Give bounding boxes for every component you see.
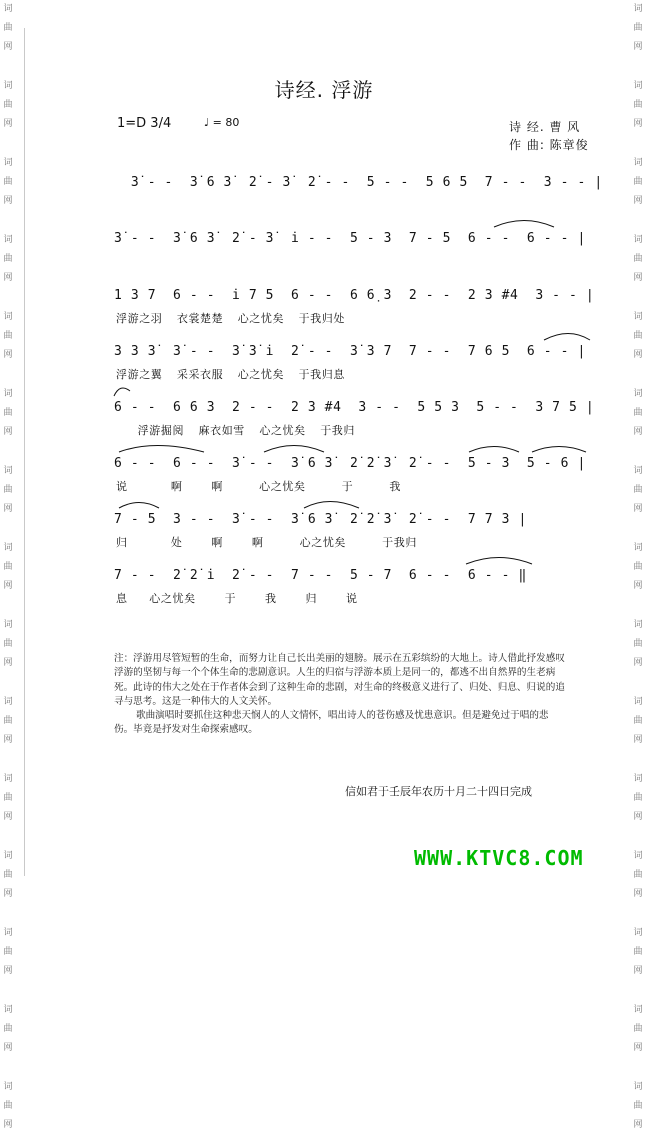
watermark-glyph: 曲 [3, 254, 13, 264]
watermark-glyph: 词 [3, 774, 13, 784]
watermark-glyph: 词 [633, 851, 643, 861]
watermark-glyph: 词 [633, 620, 643, 630]
watermark-glyph: 词 [3, 928, 13, 938]
watermark-glyph: 词 [3, 620, 13, 630]
watermark-glyph: 网 [633, 350, 643, 360]
watermark-glyph: 词 [3, 1082, 13, 1092]
note-line: 6 - - 6 - - 3̇ - - 3̇ 6 3̇ 2̇ 2̇ 3̇ 2̇ - - 5 - 3 5 - 6 | [114, 456, 586, 471]
watermark-glyph: 词 [3, 389, 13, 399]
note-line: 6 - - 6 6 3 2 - - 2 3 #4 3 - - 5 5 3 5 - - 3 7 5 | [114, 400, 595, 415]
watermark-glyph: 网 [3, 119, 13, 129]
watermark-glyph: 曲 [3, 1024, 13, 1034]
watermark-glyph: 曲 [633, 716, 643, 726]
watermark-glyph: 网 [3, 350, 13, 360]
watermark-glyph: 词 [3, 312, 13, 322]
watermark-glyph: 曲 [633, 1024, 643, 1034]
annotation-paragraph: 注：浮游用尽管短暂的生命，而努力让自己长出美丽的翅膀。展示在五彩缤纷的大地上。诗人借此抒发感叹浮游的坚韧与每一个个体生命的悲剧意识。人生的归宿与浮游本质上是同一的，都逃不出自然界的生老病死。此诗的伟大之处在于作者体会到了这种生命的悲剧，对生命的终极意义进行了、归处、归息、归说的追寻与思考。这是一种伟大的人文关怀。 [114, 653, 565, 707]
watermark-glyph: 网 [633, 658, 643, 668]
note-line: 3̇ - - 3̇ 6 3̇ 2̇ - 3̇ 2̇ - - 5 - - 5 6 5 7 - - 3 - - | [114, 175, 603, 190]
watermark-glyph: 曲 [633, 408, 643, 418]
watermark-glyph: 网 [633, 427, 643, 437]
watermark-glyph: 词 [633, 235, 643, 245]
completion-signature: 信如君于壬辰年农历十月二十四日完成 [345, 785, 532, 798]
watermark-glyph: 网 [633, 504, 643, 514]
watermark-glyph: 曲 [633, 100, 643, 110]
watermark-glyph: 词 [3, 697, 13, 707]
watermark-glyph: 网 [3, 889, 13, 899]
watermark-glyph: 网 [633, 581, 643, 591]
watermark-glyph: 网 [633, 42, 643, 52]
watermark-glyph: 曲 [633, 870, 643, 880]
watermark-glyph: 词 [633, 697, 643, 707]
score-line-2 [114, 228, 590, 288]
watermark-glyph: 曲 [3, 331, 13, 341]
website-link[interactable]: WWW.KTVC8.COM [414, 846, 584, 870]
watermark-glyph: 曲 [3, 793, 13, 803]
watermark-glyph: 网 [3, 735, 13, 745]
watermark-glyph: 词 [633, 1005, 643, 1015]
watermark-glyph: 曲 [3, 177, 13, 187]
watermark-glyph: 曲 [3, 100, 13, 110]
lyricist-credit: 诗 经. 曹 风 [509, 120, 581, 134]
note-line: 7 - - 2̇ 2̇ i̇ 2̇ - - 7 - - 5 - 7 6 - - 6 - - ‖ [114, 568, 527, 583]
watermark-glyph: 网 [3, 196, 13, 206]
watermark-glyph: 曲 [633, 562, 643, 572]
tempo-marking: ♩ = 80 [204, 116, 240, 129]
watermark-glyph: 网 [3, 504, 13, 514]
note-line: 1 3 7 6 - - i̇ 7 5 6 - - 6 6̣ 3 2 - - 2 3 #4 3 - - | [114, 288, 595, 303]
watermark-glyph: 词 [3, 543, 13, 553]
watermark-glyph: 词 [633, 158, 643, 168]
watermark-glyph: 词 [3, 158, 13, 168]
watermark-glyph: 词 [3, 81, 13, 91]
watermark-glyph: 曲 [3, 1101, 13, 1111]
page-frame-line [24, 28, 25, 876]
watermark-glyph: 曲 [633, 1101, 643, 1111]
watermark-glyph: 网 [3, 42, 13, 52]
lyric-line: 归 处 啊 啊 心之忧矣 于我归 [116, 536, 417, 549]
watermark-glyph: 曲 [633, 254, 643, 264]
watermark-glyph: 曲 [3, 947, 13, 957]
watermark-glyph: 网 [633, 966, 643, 976]
watermark-glyph: 曲 [633, 23, 643, 33]
watermark-glyph: 词 [633, 4, 643, 14]
watermark-glyph: 网 [3, 658, 13, 668]
watermark-glyph: 网 [3, 1120, 13, 1130]
watermark-glyph: 词 [3, 1005, 13, 1015]
watermark-glyph: 曲 [633, 485, 643, 495]
annotation-paragraph: 歌曲演唱时要抓住这种悲天悯人的人文情怀，唱出诗人的苍伤感及忧患意识。但是避免过于唱的悲伤。毕竟是抒发对生命探索感叹。 [114, 710, 549, 736]
score-line-8 [114, 565, 590, 625]
watermark-glyph: 曲 [633, 947, 643, 957]
watermark-glyph: 曲 [633, 331, 643, 341]
watermark-glyph: 曲 [3, 870, 13, 880]
watermark-glyph: 网 [633, 273, 643, 283]
watermark-glyph: 曲 [3, 23, 13, 33]
watermark-glyph: 网 [633, 196, 643, 206]
watermark-glyph: 网 [633, 1120, 643, 1130]
watermark-glyph: 词 [3, 235, 13, 245]
watermark-glyph: 曲 [3, 408, 13, 418]
watermark-glyph: 词 [633, 1082, 643, 1092]
lyric-line: 浮游之羽 衣裳楚楚 心之忧矣 于我归处 [116, 312, 345, 325]
note-line: 3̇ - - 3̇ 6 3̇ 2̇ - 3̇ i̇ - - 5 - 3 7 - 5 6 - - 6 - - | [114, 231, 586, 246]
watermark-glyph: 词 [3, 4, 13, 14]
watermark-glyph: 词 [633, 81, 643, 91]
left-watermark [0, 0, 16, 1130]
watermark-glyph: 网 [3, 581, 13, 591]
watermark-glyph: 网 [3, 427, 13, 437]
key-signature: 1=D 3/4 [117, 116, 172, 131]
watermark-glyph: 曲 [3, 562, 13, 572]
watermark-glyph: 网 [3, 273, 13, 283]
watermark-glyph: 词 [633, 543, 643, 553]
watermark-glyph: 曲 [633, 639, 643, 649]
watermark-glyph: 词 [633, 389, 643, 399]
watermark-glyph: 词 [633, 312, 643, 322]
watermark-glyph: 词 [3, 466, 13, 476]
watermark-glyph: 曲 [3, 716, 13, 726]
song-title: 诗经. 浮游 [274, 78, 374, 102]
watermark-glyph: 曲 [633, 793, 643, 803]
watermark-glyph: 曲 [3, 639, 13, 649]
watermark-glyph: 曲 [3, 485, 13, 495]
note-line: 7 - 5 3 - - 3̇ - - 3̇ 6 3̇ 2̇ 2̇ 3̇ 2̇ - - 7 7 3 | [114, 512, 527, 527]
lyric-line: 息 心之忧矣 于 我 归 说 [116, 592, 358, 605]
lyric-line: 说 啊 啊 心之忧矣 于 我 [116, 480, 401, 493]
watermark-glyph: 网 [633, 119, 643, 129]
composer-credit: 作 曲: 陈章俊 [509, 138, 589, 152]
watermark-glyph: 词 [633, 928, 643, 938]
watermark-glyph: 曲 [633, 177, 643, 187]
lyric-line: 浮游掘阅 麻衣如雪 心之忧矣 于我归 [116, 424, 356, 437]
watermark-glyph: 词 [633, 466, 643, 476]
watermark-glyph: 网 [633, 889, 643, 899]
note-line: 3 3 3̇ 3̇ - - 3̇ 3̇ i̇ 2̇ - - 3̇ 3 7 7 - - 7 6 5 6 - - | [114, 344, 586, 359]
watermark-glyph: 网 [633, 1043, 643, 1053]
watermark-glyph: 网 [3, 966, 13, 976]
annotation-text [114, 652, 566, 738]
watermark-glyph: 网 [633, 735, 643, 745]
lyric-line: 浮游之翼 采采衣服 心之忧矣 于我归息 [116, 368, 345, 381]
watermark-glyph: 词 [3, 851, 13, 861]
right-watermark [630, 0, 646, 1130]
watermark-glyph: 网 [633, 812, 643, 822]
watermark-glyph: 网 [3, 812, 13, 822]
watermark-glyph: 词 [633, 774, 643, 784]
watermark-glyph: 网 [3, 1043, 13, 1053]
